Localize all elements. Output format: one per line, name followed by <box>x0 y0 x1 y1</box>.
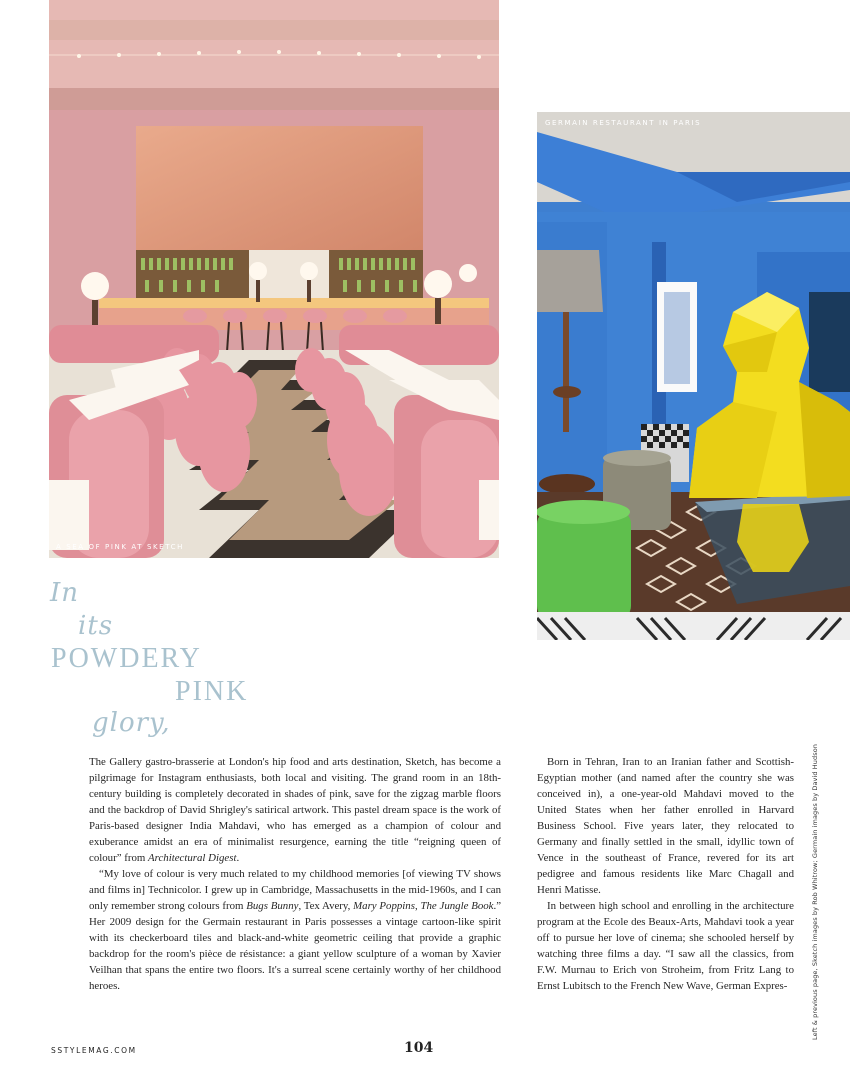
headline-line-pink: PINK <box>175 676 249 707</box>
body-paragraph-2: “My love of colour is very much related to my childhood memories [of viewing TV shows and films in] Technicolor. I grew up in Cambridge, Massachusetts in the mid-1960s, and I can only remember strong colours from Bugs Bunny, Tex Avery, Mary Poppins, The Jungle Book.” Her 2009 design for the Germain restaurant in Paris possesses a vintage cartoon-like spirit with its checkerboard tiles and black-and-white geometric ceiling that provide a graphic backdrop for the room's pièce de résistance: a giant yellow sculpture of a woman by Xavier Veilhan that spans the entire two floors. It's a surreal scene certainly worthy of her childhood heroes. <box>89 868 502 992</box>
body-paragraph-3: Born in Tehran, Iran to an Iranian father and Scottish-Egyptian mother (and named after the country she was conceived in), a one-year-old Mahdavi moved to the United States when her father enrolled in Harvard Business School. Five years later, they relocated to Germany and finally settled in the small, idyllic town of Vence in the southeast of France, revered for its art pedigree and famous residents like Marc Chagall and Henri Matisse. <box>537 756 794 896</box>
article-column-right <box>537 754 794 994</box>
headline-line-glory: glory, <box>92 708 171 738</box>
sketch-interior-illustration <box>49 0 499 558</box>
footer-website: SSTYLEMAG.COM <box>51 1046 137 1055</box>
germain-interior-illustration <box>537 112 850 640</box>
body-paragraph-4: In between high school and enrolling in the architecture program at the Ecole des Beaux-Arts, Mahdavi took a year off to pursue her love of cinema; she schooled herself by watching three films a day. “I saw all the classics, from F.W. Murnau to Erich von Stroheim, from Fritz Lang to Ernst Lubitsch to the French New Wave, German Expres- <box>537 900 794 992</box>
photo-germain-restaurant <box>537 112 850 640</box>
photo-sketch-gallery <box>49 0 499 558</box>
headline-line-its: its <box>78 611 114 641</box>
headline-line-powdery: POWDERY <box>51 643 202 674</box>
body-paragraph-1: The Gallery gastro-brasserie at London's hip food and arts destination, Sketch, has become a pilgrimage for Instagram enthusiasts, both local and visiting. The grand room in an 18th-century building is completely decorated in shades of pink, save for the zigzag marble floors and the backdrop of David Shrigley's satirical artwork. This pastel dream space is the work of Paris-based designer India Mahdavi, who has emerged as a champion of colour and exuberance amidst an era of minimalist resurgence, earning the title “reigning queen of colour” from Architectural Digest. <box>89 756 501 864</box>
page-number: 104 <box>404 1040 434 1056</box>
photo-credit: Left & previous page, Sketch images by Rob Whitrow; Germain images by David Hudson <box>811 743 819 1040</box>
article-column-left <box>89 754 501 994</box>
photo-caption-germain: GERMAIN RESTAURANT IN PARIS <box>545 119 702 127</box>
headline-line-in: In <box>50 578 80 608</box>
photo-caption-sketch: A SEA OF PINK AT SKETCH <box>56 543 185 551</box>
